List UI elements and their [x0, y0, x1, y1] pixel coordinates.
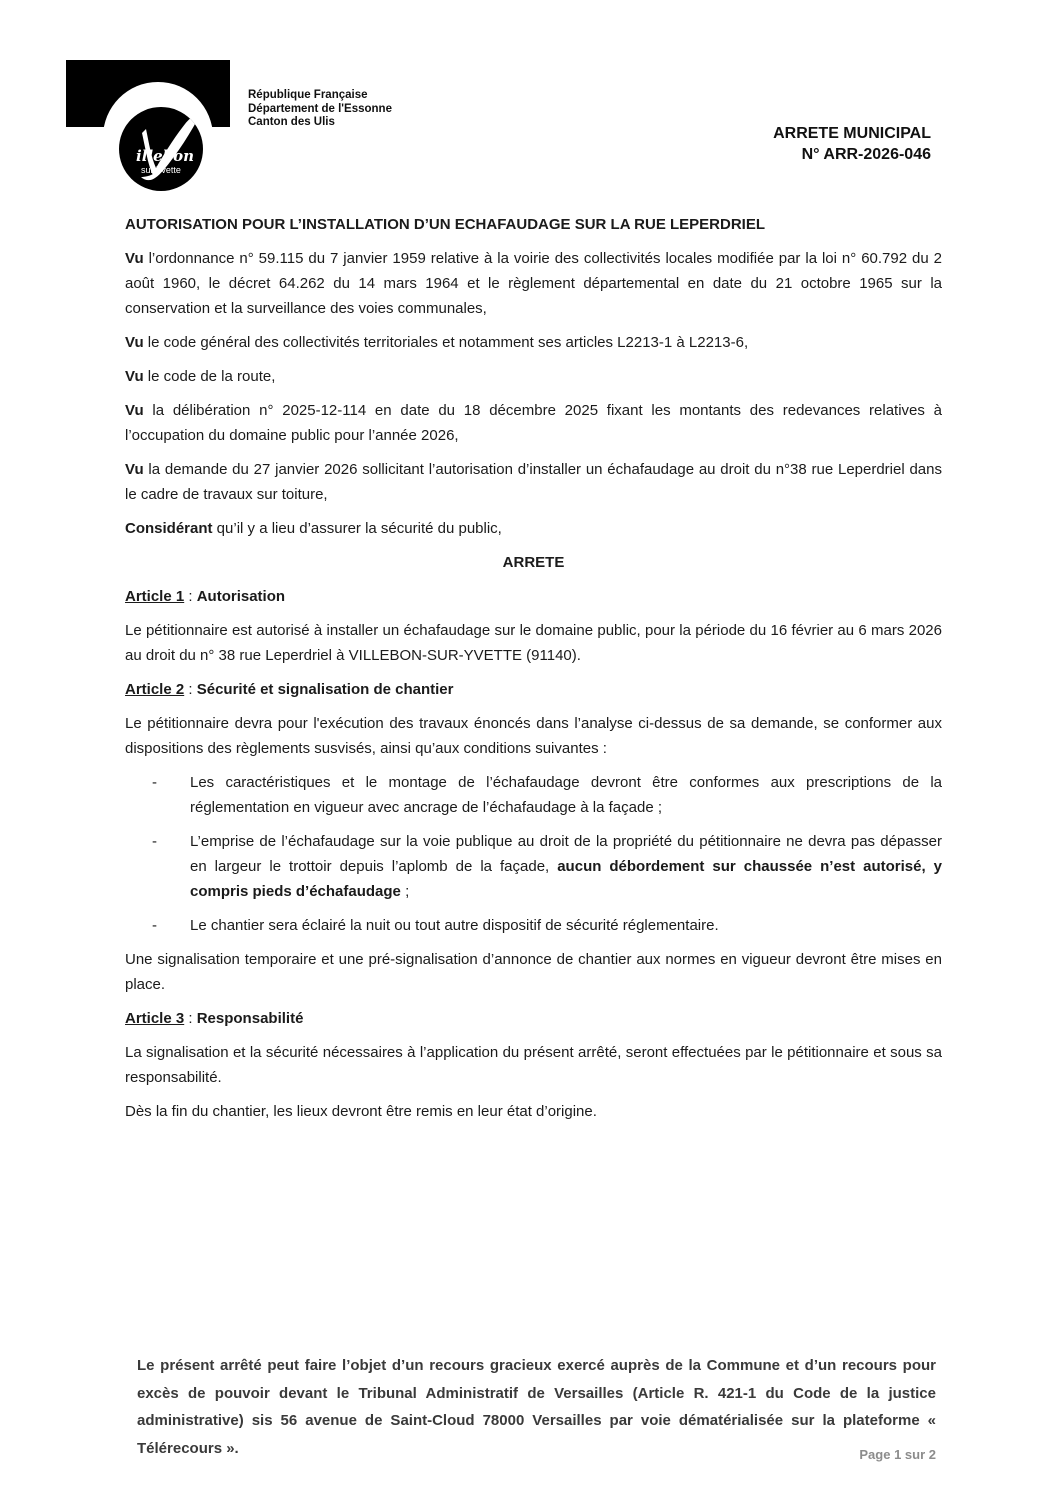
paragraph-vu4: Vu la délibération n° 2025-12-114 en date du 18 décembre 2025 fixant les montants des redevances relatives à l’occupation du domaine public pour l’année 2026,: [125, 402, 942, 444]
article1-heading: Article 1 : Autorisation: [125, 588, 286, 605]
logo-disc: [119, 107, 203, 191]
bullet-dash: -: [152, 774, 157, 791]
bullet-2-text: L’emprise de l’échafaudage sur la voie publique au droit de la propriété du pétitionnaire ne devra pas dépasser en largeur le trottoir depuis l’aplomb de la façade, aucun débordement sur chaussée n’est autorisé, y compris pieds d’échafaudage ;: [190, 833, 943, 900]
region-line-republique: République Française: [248, 89, 368, 101]
region-line-departement: Département de l'Essonne: [248, 102, 392, 115]
logo-city-script: illebon: [136, 147, 195, 165]
bullet-dash: -: [152, 833, 157, 850]
arrete-header-line1: ARRETE MUNICIPAL: [773, 125, 931, 142]
paragraph-vu3: Vu le code de la route,: [125, 368, 276, 385]
bullet-3-text: Le chantier sera éclairé la nuit ou tout autre dispositif de sécurité réglementaire.: [190, 917, 719, 934]
document-body: [125, 212, 942, 1133]
bullet-item-2: [125, 829, 942, 904]
paragraph-considerant: Considérant qu’il y a lieu d’assurer la sécurité du public,: [125, 520, 502, 537]
arrete-header: [773, 123, 931, 165]
article3-heading: Article 3 : Responsabilité: [125, 1010, 304, 1027]
paragraph-fin-chantier: Dès la fin du chantier, les lieux devront être remis en leur état d’origine.: [125, 1103, 597, 1120]
arrete-heading: ARRETE: [502, 554, 565, 571]
bullet-item-3: [125, 913, 942, 938]
bullet-1-text: Les caractéristiques et le montage de l’échafaudage devront être conformes aux prescriptions de la réglementation en vigueur avec ancrage de l’échafaudage à la façade ;: [190, 774, 942, 816]
paragraph-signalisation: Une signalisation temporaire et une pré-signalisation d’annonce de chantier aux normes en vigueur devront être mises en place.: [125, 951, 942, 993]
legal-recourse-notice: Le présent arrêté peut faire l’objet d’un recours gracieux exercé auprès de la Commune et d’un recours pour excès de pouvoir devant le Tribunal Administratif de Versailles (Article R. 421-1 du Code de la justice administrative) sis 56 avenue de Saint-Cloud 78000 Versailles par voie dématérialisée sur la plateforme « Télérecours ».: [137, 1357, 936, 1457]
article2-intro: Le pétitionnaire devra pour l'exécution des travaux énoncés dans l’analyse ci-dessus de sa demande, se conformer aux dispositions des règlements susvisés, ainsi qu’aux conditions suivantes :: [125, 715, 942, 757]
paragraph-vu1: Vu l’ordonnance n° 59.115 du 7 janvier 1959 relative à la voirie des collectivités locales modifiée par la loi n° 60.792 du 2 août 1960, le décret 64.262 du 14 mars 1964 et le règlement départemental en date du 21 octobre 1965 sur la conservation et la surveillance des voies communales,: [125, 250, 942, 317]
arrete-header-number: N° ARR-2026-046: [801, 146, 931, 163]
page-number: Page 1 sur 2: [859, 1447, 936, 1462]
paragraph-vu5: Vu la demande du 27 janvier 2026 sollicitant l’autorisation d’installer un échafaudage au droit du n°38 rue Leperdriel dans le cadre de travaux sur toiture,: [125, 461, 942, 503]
article2-heading: Article 2 : Sécurité et signalisation de chantier: [125, 681, 454, 698]
region-line-canton: Canton des Ulis: [248, 116, 335, 128]
logo-city-sub: sur Yvette: [141, 165, 181, 175]
bullet-item-1: [125, 770, 942, 820]
document-title: AUTORISATION POUR L’INSTALLATION D’UN ECHAFAUDAGE SUR LA RUE LEPERDRIEL: [125, 216, 766, 233]
paragraph-vu2: Vu le code général des collectivités territoriales et notamment ses articles L2213-1 à L2213-6,: [125, 334, 749, 351]
bullet-dash: -: [152, 917, 157, 934]
article1-text: Le pétitionnaire est autorisé à installer un échafaudage sur le domaine public, pour la période du 16 février au 6 mars 2026 au droit du n° 38 rue Leperdriel à VILLEBON-SUR-YVETTE (91140).: [125, 622, 942, 664]
region-lines: [248, 89, 392, 130]
article3-text: La signalisation et la sécurité nécessaires à l’application du présent arrêté, seront effectuées par le pétitionnaire et sous sa responsabilité.: [125, 1044, 942, 1086]
